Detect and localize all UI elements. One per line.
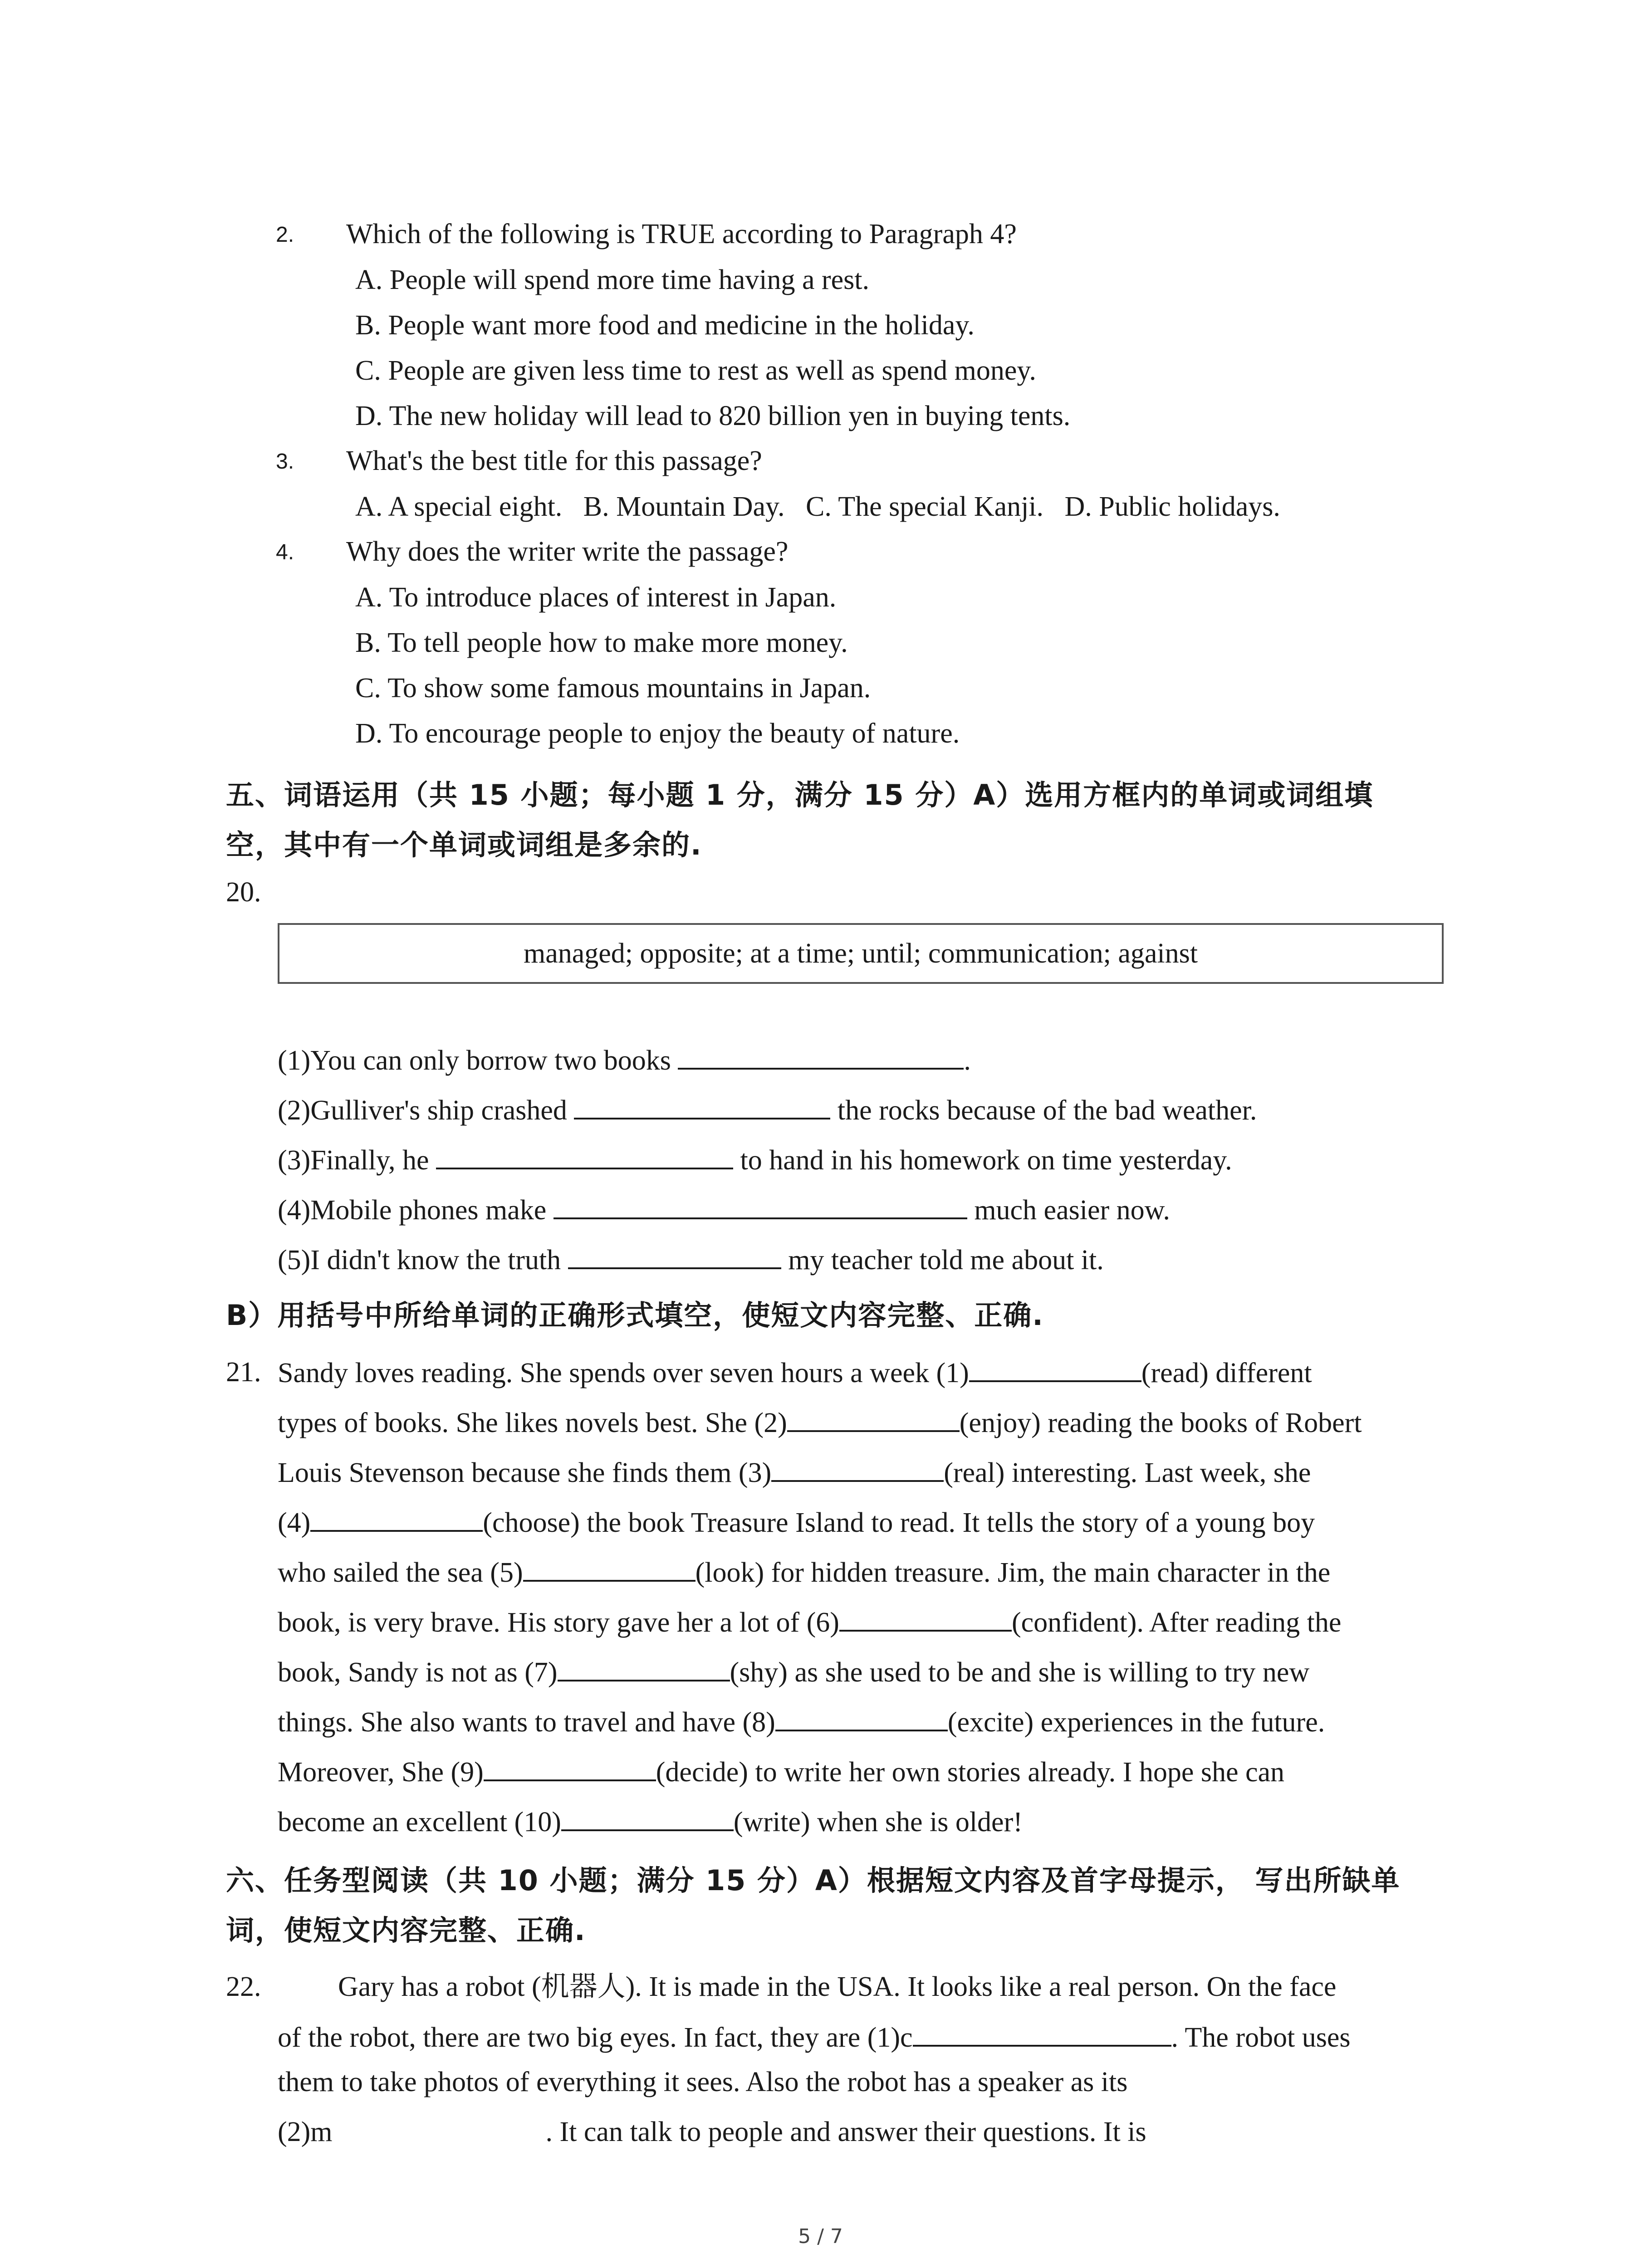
- passage-line: types of books. She likes novels best. She (2) (enjoy) reading the books of Robert: [278, 1404, 1362, 1441]
- answer-blank: [913, 2019, 1171, 2047]
- option: A. A special eight. B. Mountain Day. C. The special Kanji. D. Public holidays.: [355, 491, 1280, 522]
- answer-blank: [574, 1091, 830, 1119]
- answer-blank: [558, 1653, 730, 1681]
- answer-blank: [523, 1554, 696, 1582]
- passage-line: Moreover, She (9) (decide) to write her own stories already. I hope she can: [278, 1753, 1284, 1790]
- option: D. The new holiday will lead to 820 billion yen in buying tents.: [355, 401, 1071, 431]
- answer-blank: [787, 1404, 960, 1432]
- answer-blank: [969, 1354, 1141, 1382]
- question-number: 21.: [226, 1357, 261, 1388]
- answer-blank: [839, 1603, 1012, 1632]
- question-stem: Which of the following is TRUE according to Paragraph 4?: [346, 219, 1017, 249]
- section-heading: B）用括号中所给单词的正确形式填空，使短文内容完整、正确.: [226, 1299, 1044, 1332]
- section-heading: 空，其中有一个单词或词组是多余的.: [226, 828, 702, 861]
- answer-blank: [561, 1803, 734, 1831]
- page-number: 5 / 7: [798, 2225, 843, 2248]
- fill-sentence: (3)Finally, he to hand in his homework on time yesterday.: [278, 1141, 1232, 1178]
- fill-sentence: (2)Gulliver's ship crashed the rocks because of the bad weather.: [278, 1091, 1257, 1129]
- question-number: 22.: [226, 1971, 261, 2002]
- word-box: managed; opposite; at a time; until; communication; against: [278, 923, 1444, 984]
- option: D. To encourage people to enjoy the beauty of nature.: [355, 718, 960, 749]
- option: B. To tell people how to make more money.: [355, 627, 848, 658]
- question-number: 3.: [276, 450, 294, 474]
- passage-line: Gary has a robot (机器人). It is made in the USA. It looks like a real person. On the face: [338, 1971, 1337, 2002]
- answer-blank: [333, 2115, 546, 2141]
- passage-line: become an excellent (10) (write) when she is older!: [278, 1803, 1023, 1840]
- answer-blank: [436, 1141, 733, 1169]
- fill-sentence: (5)I didn't know the truth my teacher told me about it.: [278, 1241, 1104, 1278]
- answer-blank: [775, 1703, 948, 1731]
- passage-line: (4) (choose) the book Treasure Island to read. It tells the story of a young boy: [278, 1504, 1315, 1541]
- passage-line: things. She also wants to travel and have (8) (excite) experiences in the future.: [278, 1703, 1325, 1740]
- section-heading: 五、词语运用（共 15 小题；每小题 1 分，满分 15 分）A）选用方框内的单词或词组填: [226, 778, 1374, 811]
- option: C. People are given less time to rest as well as spend money.: [355, 355, 1036, 386]
- option: A. To introduce places of interest in Japan.: [355, 582, 837, 613]
- fill-sentence: (1)You can only borrow two books .: [278, 1041, 971, 1079]
- option: C. To show some famous mountains in Japan.: [355, 673, 871, 704]
- answer-blank: [568, 1241, 781, 1269]
- passage-line: Louis Stevenson because she finds them (3) (real) interesting. Last week, she: [278, 1454, 1311, 1491]
- question-stem: Why does the writer write the passage?: [346, 536, 789, 567]
- answer-blank: [771, 1454, 944, 1482]
- fill-sentence: (4)Mobile phones make much easier now.: [278, 1191, 1170, 1228]
- section-heading: 词，使短文内容完整、正确.: [226, 1914, 586, 1947]
- question-stem: What's the best title for this passage?: [346, 445, 762, 476]
- passage-line: (2)m . It can talk to people and answer their questions. It is: [278, 2114, 1146, 2150]
- passage-line: of the robot, there are two big eyes. In fact, they are (1)c . The robot uses: [278, 2019, 1350, 2056]
- passage-line: them to take photos of everything it sees. Also the robot has a speaker as its: [278, 2067, 1128, 2097]
- question-number: 2.: [276, 223, 294, 247]
- question-number: 20.: [226, 877, 261, 908]
- answer-blank: [310, 1504, 483, 1532]
- question-number: 4.: [276, 540, 294, 564]
- answer-blank: [484, 1753, 656, 1781]
- option: B. People want more food and medicine in the holiday.: [355, 310, 975, 341]
- answer-blank: [554, 1191, 967, 1219]
- passage-line: book, Sandy is not as (7) (shy) as she used to be and she is willing to try new: [278, 1653, 1309, 1691]
- passage-line: book, is very brave. His story gave her a lot of (6) (confident). After reading the: [278, 1603, 1341, 1641]
- answer-blank: [678, 1041, 964, 1070]
- passage-line: who sailed the sea (5) (look) for hidden treasure. Jim, the main character in the: [278, 1554, 1330, 1591]
- section-heading: 六、任务型阅读（共 10 小题；满分 15 分）A）根据短文内容及首字母提示， 写出所缺单: [226, 1864, 1401, 1897]
- option: A. People will spend more time having a rest.: [355, 264, 869, 295]
- passage-line: Sandy loves reading. She spends over seven hours a week (1) (read) different: [278, 1354, 1312, 1391]
